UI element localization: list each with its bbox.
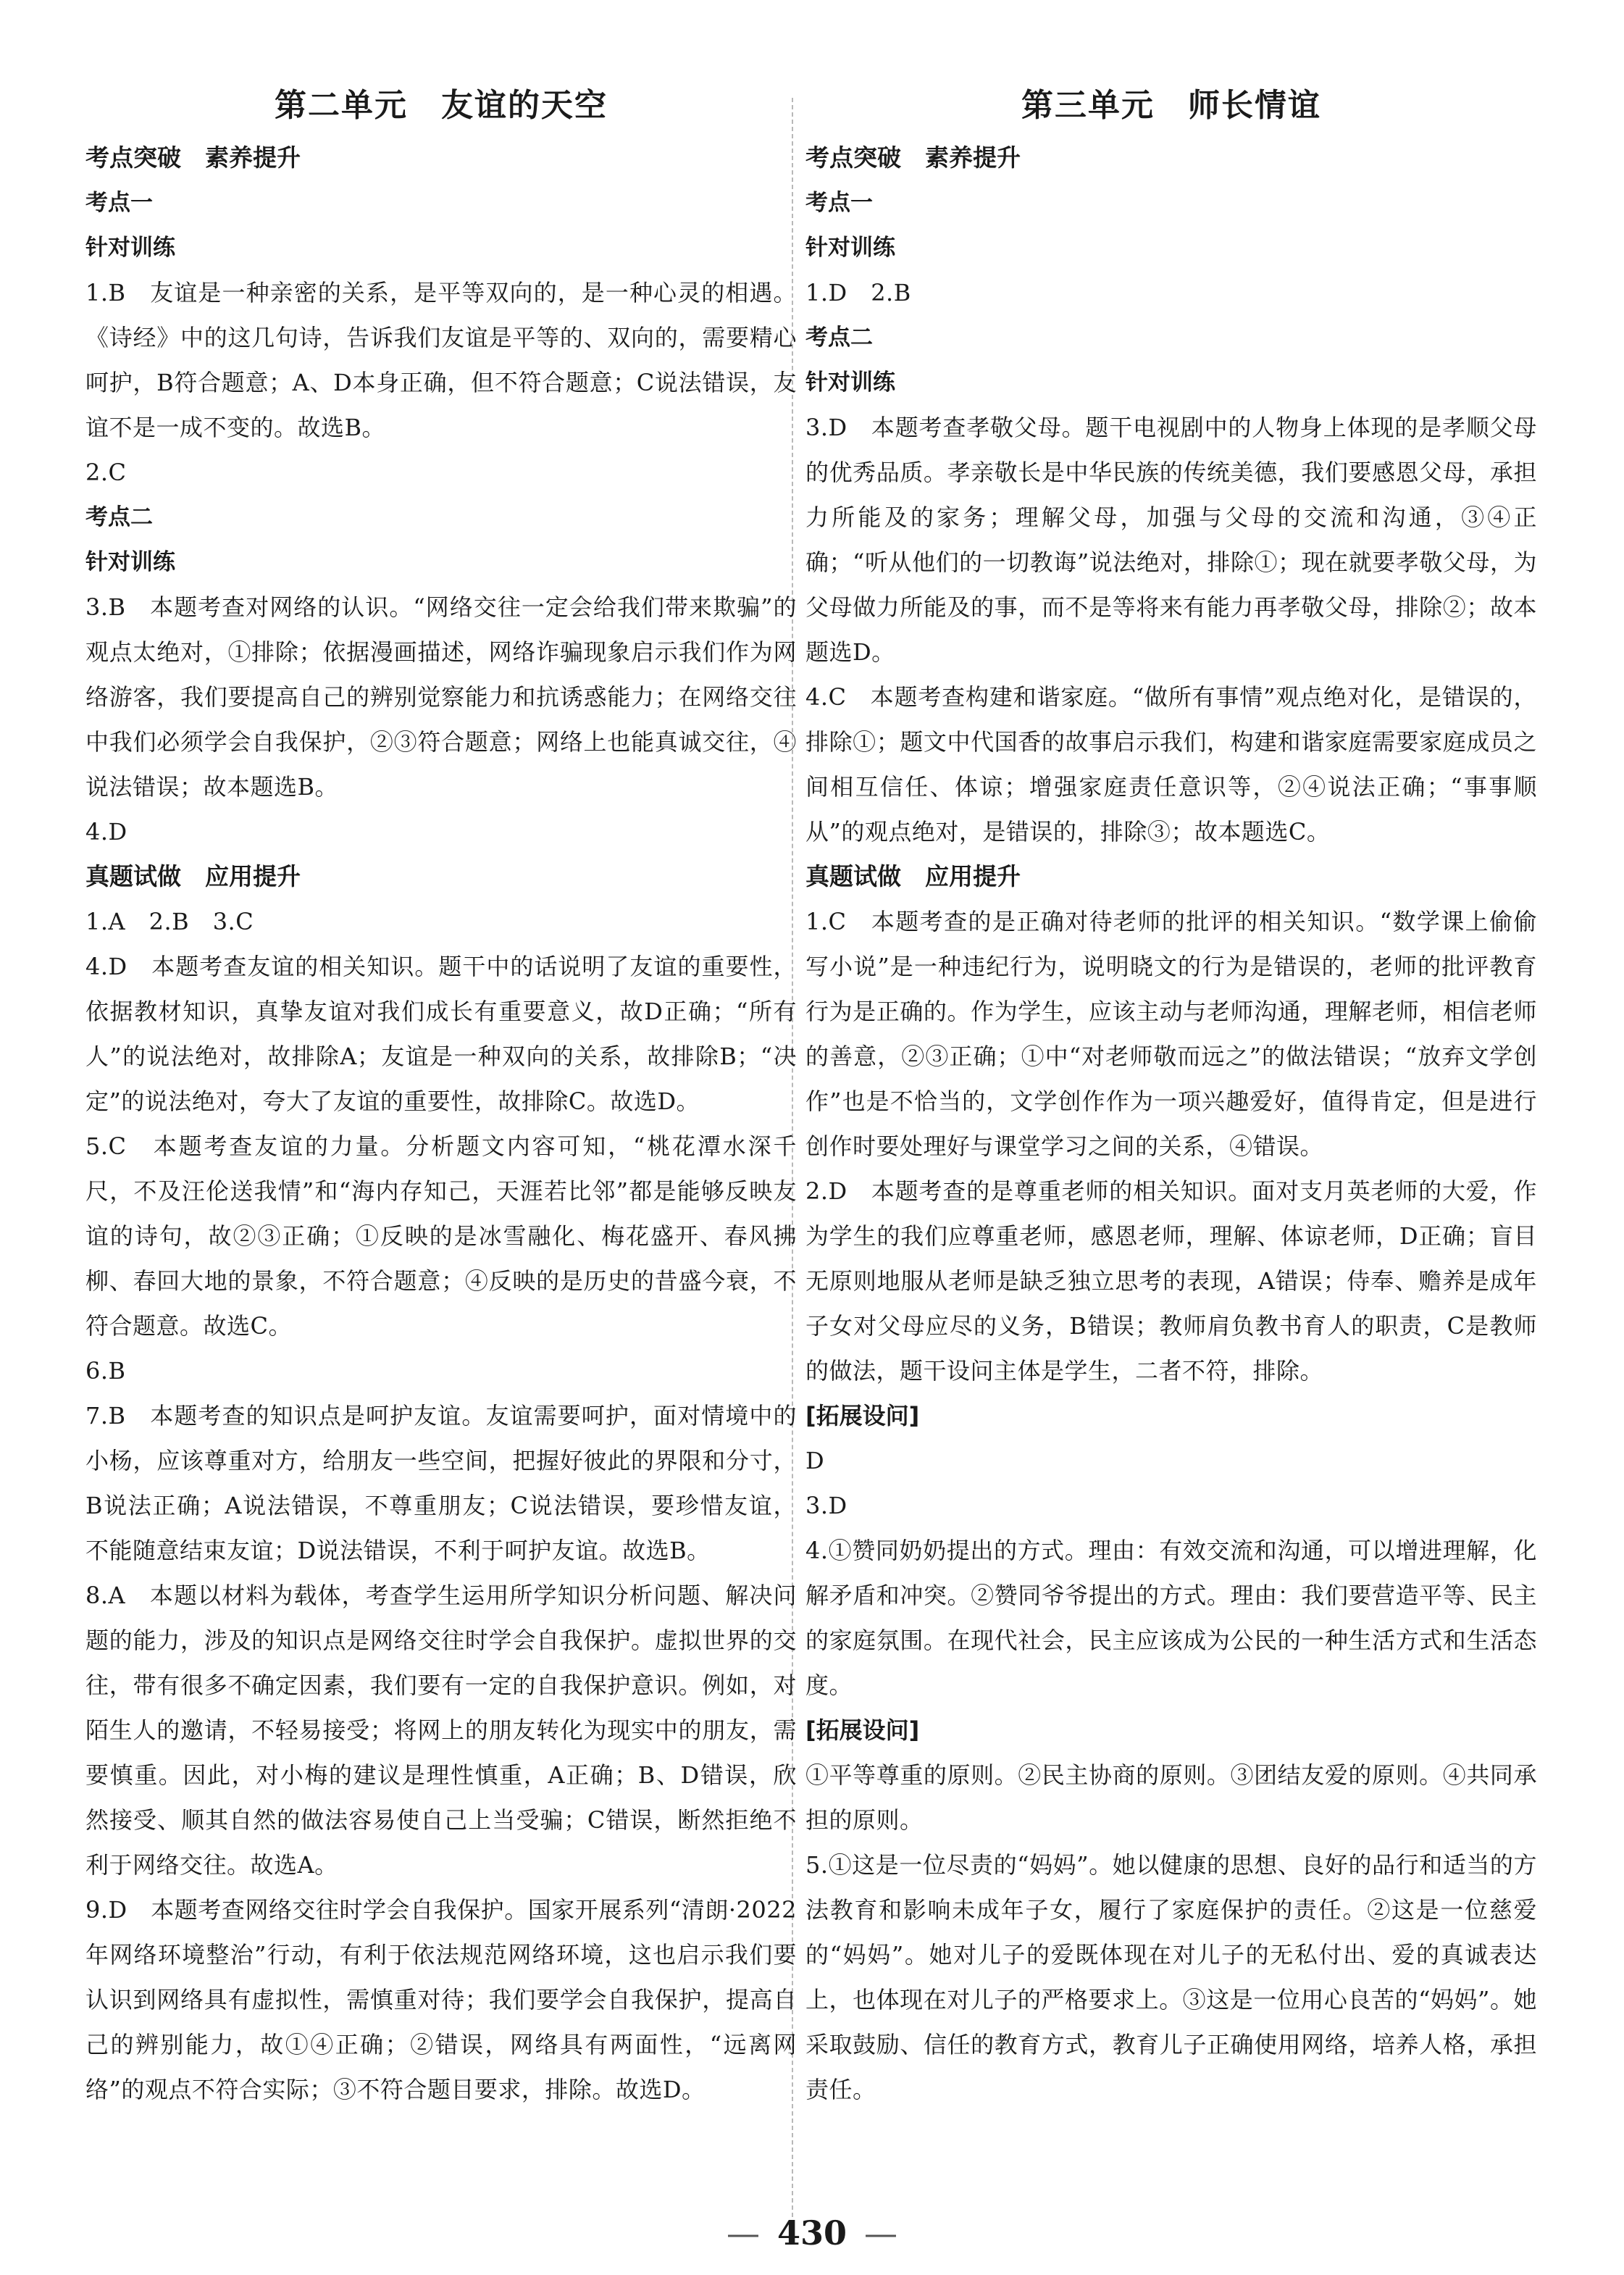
- answer-item: 5.C 本题考查友谊的力量。分析题文内容可知，“桃花潭水深千尺，不及汪伦送我情”和“海内存知己，天涯若比邻”都是能够反映友谊的诗句，故②③正确；①反映的是冰雪融化、梅花盛开、春风拂柳、春回大地的景象，不符合题意；④反映的是历史的昔盛今衰，不符合题意。故选C。: [85, 1132, 797, 1340]
- extension-heading: [拓展设问]: [805, 1716, 920, 1744]
- answer-item: ①平等尊重的原则。②民主协商的原则。③团结友爱的原则。④共同承担的原则。: [805, 1761, 1537, 1834]
- answer-item: 1.C 本题考查的是正确对待老师的批评的相关知识。“数学课上偷偷写小说”是一种违纪行为，说明晓文的行为是错误的，老师的批评教育行为是正确的。作为学生，应该主动与老师沟通，理解老师，相信老师的善意，②③正确；①中“对老师敬而远之”的做法错误；“放弃文学创作”也是不恰当的，文学创作作为一项兴趣爱好，值得肯定，但是进行创作时要处理好与课堂学习之间的关系，④错误。: [805, 908, 1537, 1160]
- answer-item: 2.C: [85, 459, 127, 486]
- answer-item: 8.A 本题以材料为载体，考查学生运用所学知识分析问题、解决问题的能力，涉及的知识点是网络交往时学会自我保护。虚拟世界的交往，带有很多不确定因素，我们要有一定的自我保护意识。例如，对陌生人的邀请，不轻易接受；将网上的朋友转化为现实中的朋友，需要慎重。因此，对小梅的建议是理性慎重，A正确；B、D错误，欣然接受、顺其自然的做法容易使自己上当受骗；C错误，断然拒绝不利于网络交往。故选A。: [85, 1582, 797, 1879]
- section-heading: 考点突破 素养提升: [805, 143, 1021, 172]
- answer-item: 3.B 本题考查对网络的认识。“网络交往一定会给我们带来欺骗”的观点太绝对，①排除；依据漫画描述，网络诈骗现象启示我们作为网络游客，我们要提高自己的辨别觉察能力和抗诱惑能力；在网络交往中我们必须学会自我保护，②③符合题意；网络上也能真诚交往，④说法错误；故本题选B。: [85, 593, 797, 801]
- answer-item: 4.C 本题考查构建和谐家庭。“做所有事情”观点绝对化，是错误的，排除①；题文中代国香的故事启示我们，构建和谐家庭需要家庭成员之间相互信任、体谅；增强家庭责任意识等，②④说法正确；“事事顺从”的观点绝对，是错误的，排除③；故本题选C。: [805, 683, 1537, 846]
- section-heading: 真题试做 应用提升: [85, 862, 301, 890]
- unit2-title: 第二单元 友谊的天空: [275, 87, 608, 124]
- answer-item: 3.D: [805, 1492, 847, 1519]
- right-column: [805, 83, 1537, 2112]
- footer-dash-right: —: [864, 2213, 898, 2253]
- answer-item: 5.①这是一位尽责的“妈妈”。她以健康的思想、良好的品行和适当的方法教育和影响未成年子女，履行了家庭保护的责任。②这是一位慈爱的“妈妈”。她对儿子的爱既体现在对儿子的无私付出、爱的真诚表达上，也体现在对儿子的严格要求上。③这是一位用心良苦的“妈妈”。她采取鼓励、信任的教育方式，教育儿子正确使用网络，培养人格，承担责任。: [805, 1851, 1537, 2103]
- page-footer: [0, 2213, 1624, 2253]
- answer-item: D: [805, 1447, 825, 1474]
- answer-item: 2.D 本题考查的是尊重老师的相关知识。面对支月英老师的大爱，作为学生的我们应尊重老师，感恩老师，理解、体谅老师，D正确；盲目无原则地服从老师是缺乏独立思考的表现，A错误；侍奉、赡养是成年子女对父母应尽的义务，B错误；教师肩负教书育人的职责，C是教师的做法，题干设问主体是学生，二者不符，排除。: [805, 1177, 1537, 1385]
- footer-dash-left: —: [726, 2213, 760, 2253]
- kaodian-heading: 考点一: [85, 190, 153, 216]
- kaodian-heading: 考点一: [805, 190, 873, 216]
- training-heading: 针对训练: [85, 235, 175, 261]
- answer-item: 1.A 2.B 3.C: [85, 908, 254, 935]
- answer-item: 3.D 本题考查孝敬父母。题干电视剧中的人物身上体现的是孝顺父母的优秀品质。孝亲敬长是中华民族的传统美德，我们要感恩父母，承担力所能及的家务；理解父母，加强与父母的交流和沟通，③④正确；“听从他们的一切教诲”说法绝对，排除①；现在就要孝敬父母，为父母做力所能及的事，而不是等将来有能力再孝敬父母，排除②；故本题选D。: [805, 414, 1537, 666]
- extension-heading: [拓展设问]: [805, 1402, 920, 1429]
- kaodian-heading: 考点二: [805, 325, 873, 351]
- training-heading: 针对训练: [805, 235, 895, 261]
- answer-item: 4.D: [85, 818, 127, 846]
- training-heading: 针对训练: [85, 549, 175, 575]
- page-number: 430: [777, 2213, 847, 2253]
- answer-item: 9.D 本题考查网络交往时学会自我保护。国家开展系列“清朗·2022年网络环境整治”行动，有利于依法规范网络环境，这也启示我们要认识到网络具有虚拟性，需慎重对待；我们要学会自我保护，提高自己的辨别能力，故①④正确；②错误，网络具有两面性，“远离网络”的观点不符合实际；③不符合题目要求，排除。故选D。: [85, 1896, 797, 2103]
- left-column: [85, 83, 797, 2112]
- answer-item: 4.D 本题考查友谊的相关知识。题干中的话说明了友谊的重要性，依据教材知识，真挚友谊对我们成长有重要意义，故D正确；“所有人”的说法绝对，故排除A；友谊是一种双向的关系，故排除B；“决定”的说法绝对，夸大了友谊的重要性，故排除C。故选D。: [85, 953, 797, 1115]
- answer-item: 1.B 友谊是一种亲密的关系，是平等双向的，是一种心灵的相遇。《诗经》中的这几句诗，告诉我们友谊是平等的、双向的，需要精心呵护，B符合题意；A、D本身正确，但不符合题意；C说法错误，友谊不是一成不变的。故选B。: [85, 279, 797, 441]
- answer-item: 1.D 2.B: [805, 279, 911, 306]
- answer-item: 4.①赞同奶奶提出的方式。理由：有效交流和沟通，可以增进理解，化解矛盾和冲突。②赞同爷爷提出的方式。理由：我们要营造平等、民主的家庭氛围。在现代社会，民主应该成为公民的一种生活方式和生活态度。: [805, 1537, 1537, 1699]
- answer-item: 6.B: [85, 1357, 126, 1385]
- kaodian-heading: 考点二: [85, 504, 153, 530]
- answer-item: 7.B 本题考查的知识点是呵护友谊。友谊需要呵护，面对情境中的小杨，应该尊重对方，给朋友一些空间，把握好彼此的界限和分寸，B说法正确；A说法错误，不尊重朋友；C说法错误，要珍惜友谊，不能随意结束友谊；D说法错误，不利于呵护友谊。故选B。: [85, 1402, 797, 1564]
- unit3-title: 第三单元 师长情谊: [1021, 87, 1321, 124]
- section-heading: 考点突破 素养提升: [85, 143, 301, 172]
- section-heading: 真题试做 应用提升: [805, 862, 1021, 890]
- training-heading: 针对训练: [805, 370, 895, 396]
